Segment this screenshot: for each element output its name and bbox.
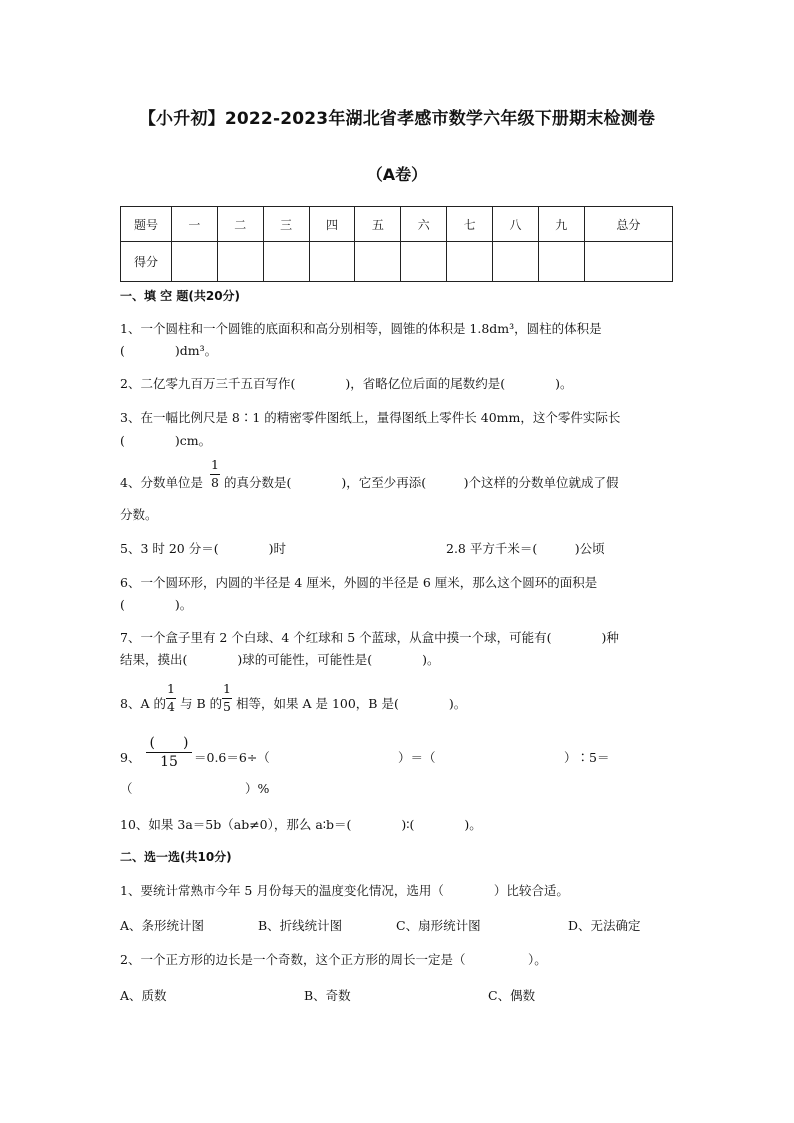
question-text: 1、一个圆柱和一个圆锥的底面积和高分别相等，圆锥的体积是 1.8dm³，圆柱的体积是 [120,321,602,336]
question-text: ＝0.6＝6÷（ [194,750,270,765]
question-text: 2、二亿零九百万三千五百写作( )，省略亿位后面的尾数约是( )。 [120,376,573,391]
fraction-bar [146,752,192,753]
score-cell: 三 [263,207,309,242]
fraction-denominator: 15 [160,754,178,770]
fraction [210,459,220,489]
fraction [146,736,192,769]
question-text: （ ）% [120,781,270,796]
question-text: 相等，如果 A 是 100，B 是( )。 [236,696,467,711]
score-cell: 八 [493,207,539,242]
option-b[interactable]: B、奇数 [304,988,351,1003]
fraction-denominator: 5 [223,698,231,714]
score-input-cell[interactable] [493,242,539,282]
score-input-cell[interactable] [263,242,309,282]
score-cell: 总分 [584,207,672,242]
score-label-cell: 得分 [121,242,172,282]
score-cell: 六 [401,207,447,242]
score-input-cell[interactable] [447,242,493,282]
question-text: ( )。 [120,597,193,612]
score-cell: 五 [355,207,401,242]
fraction-numerator: 1 [211,457,219,472]
question-text: 10、如果 3a＝5b（ab≠0），那么 a∶b＝( )∶( )。 [120,817,482,832]
fraction [222,683,232,713]
score-input-cell[interactable] [309,242,355,282]
score-input-cell[interactable] [355,242,401,282]
score-cell: 四 [309,207,355,242]
question-text: 1、要统计常熟市今年 5 月份每天的温度变化情况，选用（ ）比较合适。 [120,883,569,898]
question-text: 9、 [120,750,141,765]
score-cell: 九 [538,207,584,242]
score-input-cell[interactable] [584,242,672,282]
score-table [120,206,673,282]
question-text: 2.8 平方千米＝( )公顷 [446,541,605,556]
question-text: 与 B 的 [180,696,223,711]
score-input-cell[interactable] [401,242,447,282]
fraction [166,683,176,713]
question-text: 5、3 时 20 分＝( )时 [120,541,286,556]
score-cell: 七 [447,207,493,242]
score-input-cell[interactable] [172,242,218,282]
fraction-denominator: 4 [167,698,175,714]
fraction-numerator: ( ) [149,735,189,751]
score-table-score-row [121,242,673,282]
question-text: 3、在一幅比例尺是 8∶1 的精密零件图纸上，量得图纸上零件长 40mm，这个零件实际长 [120,410,621,425]
question-text: ）∶5＝ [564,750,610,765]
fraction-numerator: 1 [167,681,175,696]
option-c[interactable]: C、扇形统计图 [396,918,481,933]
page-title: 【小升初】2022-2023年湖北省孝感市数学六年级下册期末检测卷 [138,109,656,129]
question-text: 的真分数是( )，它至少再添( )个这样的分数单位就成了假 [224,475,619,490]
fraction-denominator: 8 [211,474,219,490]
score-table-header-row [121,207,673,242]
option-c[interactable]: C、偶数 [488,988,536,1003]
question-text: 6、一个圆环形，内圆的半径是 4 厘米，外圆的半径是 6 厘米，那么这个圆环的面积是 [120,575,598,590]
option-a[interactable]: A、质数 [120,988,167,1003]
section-heading: 一、填 空 题(共20分) [120,289,241,303]
question-text: 分数。 [120,507,158,522]
score-cell: 题号 [121,207,172,242]
question-text: 2、一个正方形的边长是一个奇数，这个正方形的周长一定是（ ）。 [120,952,547,967]
option-b[interactable]: B、折线统计图 [258,918,343,933]
question-text: ( )dm³。 [120,343,218,358]
score-input-cell[interactable] [217,242,263,282]
question-text: ）＝（ [398,750,436,765]
option-a[interactable]: A、条形统计图 [120,918,205,933]
question-text: 8、A 的 [120,696,166,711]
option-d[interactable]: D、无法确定 [568,918,641,933]
score-cell: 一 [172,207,218,242]
fraction-numerator: 1 [223,681,231,696]
section-heading: 二、选一选(共10分) [120,850,232,864]
question-text: 结果，摸出( )球的可能性，可能性是( )。 [120,652,440,667]
score-input-cell[interactable] [538,242,584,282]
page-subtitle: （A卷） [366,165,428,184]
question-text: 7、一个盒子里有 2 个白球、4 个红球和 5 个蓝球，从盒中摸一个球，可能有( )种 [120,630,619,645]
question-text: ( )cm。 [120,433,212,448]
score-cell: 二 [217,207,263,242]
question-text: 4、分数单位是 [120,475,203,490]
